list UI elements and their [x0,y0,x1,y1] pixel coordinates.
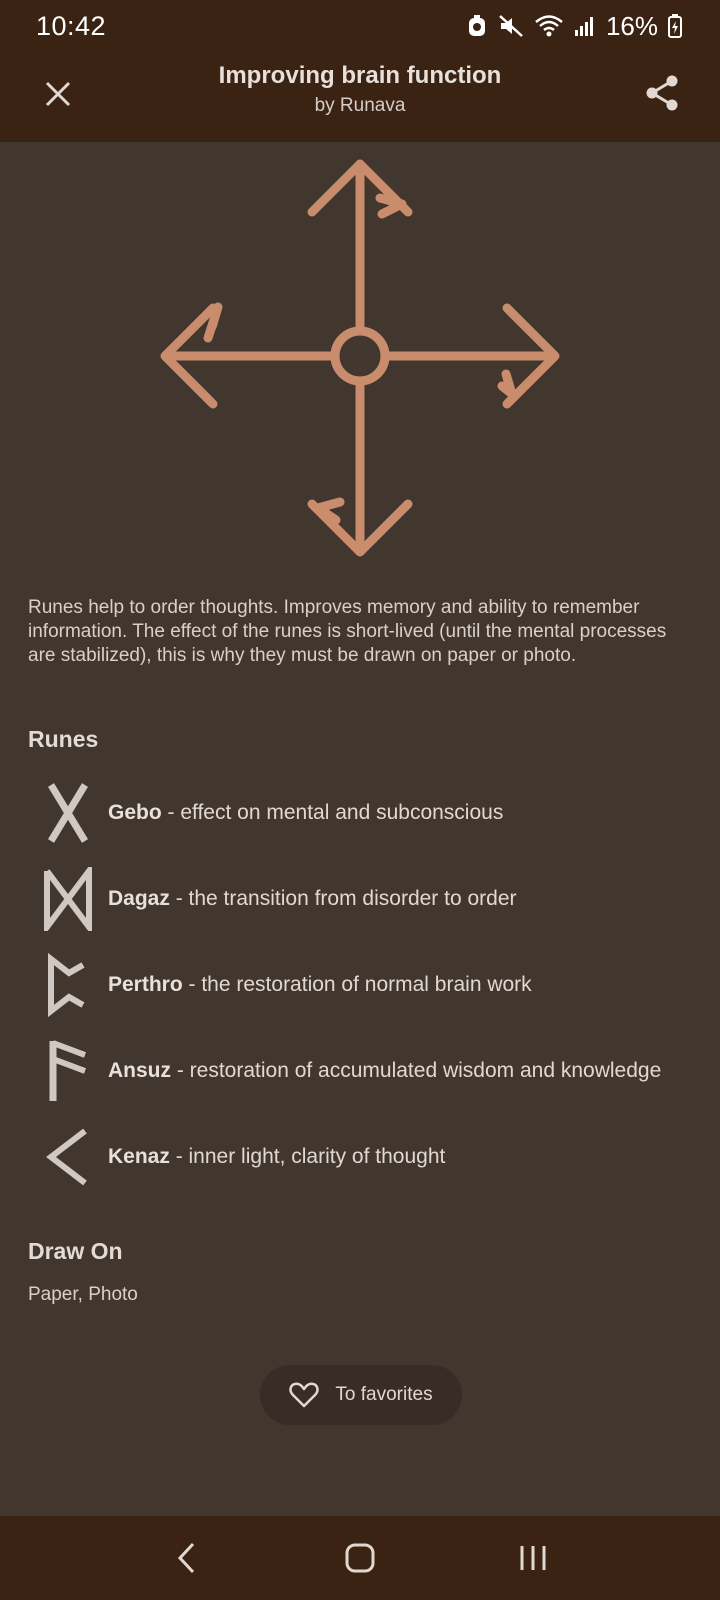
rune-name: Kenaz [108,1145,170,1168]
rune-name: Perthro [108,973,183,996]
rune-name: Dagaz [108,887,170,910]
title-block [120,62,600,117]
nav-back-button[interactable] [157,1528,217,1588]
to-favorites-button[interactable] [260,1365,462,1425]
rune-name: Ansuz [108,1059,171,1082]
rune-description: - the transition from disorder to order [169,887,517,910]
home-icon [344,1542,376,1574]
ansuz-rune-icon [28,1036,108,1106]
close-icon [43,79,73,109]
rune-description: - restoration of accumulated wisdom and knowledge [171,1059,662,1082]
rune-description: - inner light, clarity of thought [169,1145,446,1168]
alarm-icon [466,14,488,38]
rune-description: - effect on mental and subconscious [161,801,504,824]
to-favorites-label: To favorites [335,1384,433,1405]
draw-on-section-title: Draw On [28,1238,123,1264]
wifi-icon [534,14,564,38]
status-time: 10:42 [36,10,107,41]
signal-icon [574,15,596,37]
page-title: Improving brain function [218,62,502,89]
close-button[interactable] [36,72,80,116]
description-text: Runes help to order thoughts. Improves memory and ability to remember information. The effect of the runes is short-lived (until the mental processes are stabilized), this is why they must be drawn on paper or photo. [28,597,667,666]
battery-icon [668,14,682,38]
heart-icon [289,1381,319,1409]
stave-image [0,142,720,582]
battery-percent: 16% [605,10,658,41]
recents-icon [518,1543,548,1573]
rune-name: Gebo [108,801,162,824]
stave-symbol-icon [140,142,580,582]
perthro-rune-icon [28,950,108,1020]
share-icon [644,74,680,112]
kenaz-rune-icon [28,1122,108,1192]
gebo-rune-icon [28,778,108,848]
status-icons [466,11,682,42]
rune-list-item [28,864,708,934]
runes-section-title: Runes [28,726,99,752]
rune-list-item [28,1036,708,1106]
share-button[interactable] [640,70,684,116]
back-icon [175,1541,199,1575]
dagaz-rune-icon [28,864,108,934]
rune-list-item [28,1122,708,1192]
nav-recents-button[interactable] [503,1528,563,1588]
app-bar [0,52,720,142]
system-nav-bar [0,1516,720,1600]
mute-icon [498,14,524,38]
draw-on-value: Paper, Photo [28,1284,138,1305]
rune-list-item [28,778,708,848]
status-bar [0,0,720,52]
page-subtitle: by Runava [314,95,406,116]
rune-list-item [28,950,708,1020]
nav-home-button[interactable] [330,1528,390,1588]
rune-description: - the restoration of normal brain work [182,973,532,996]
